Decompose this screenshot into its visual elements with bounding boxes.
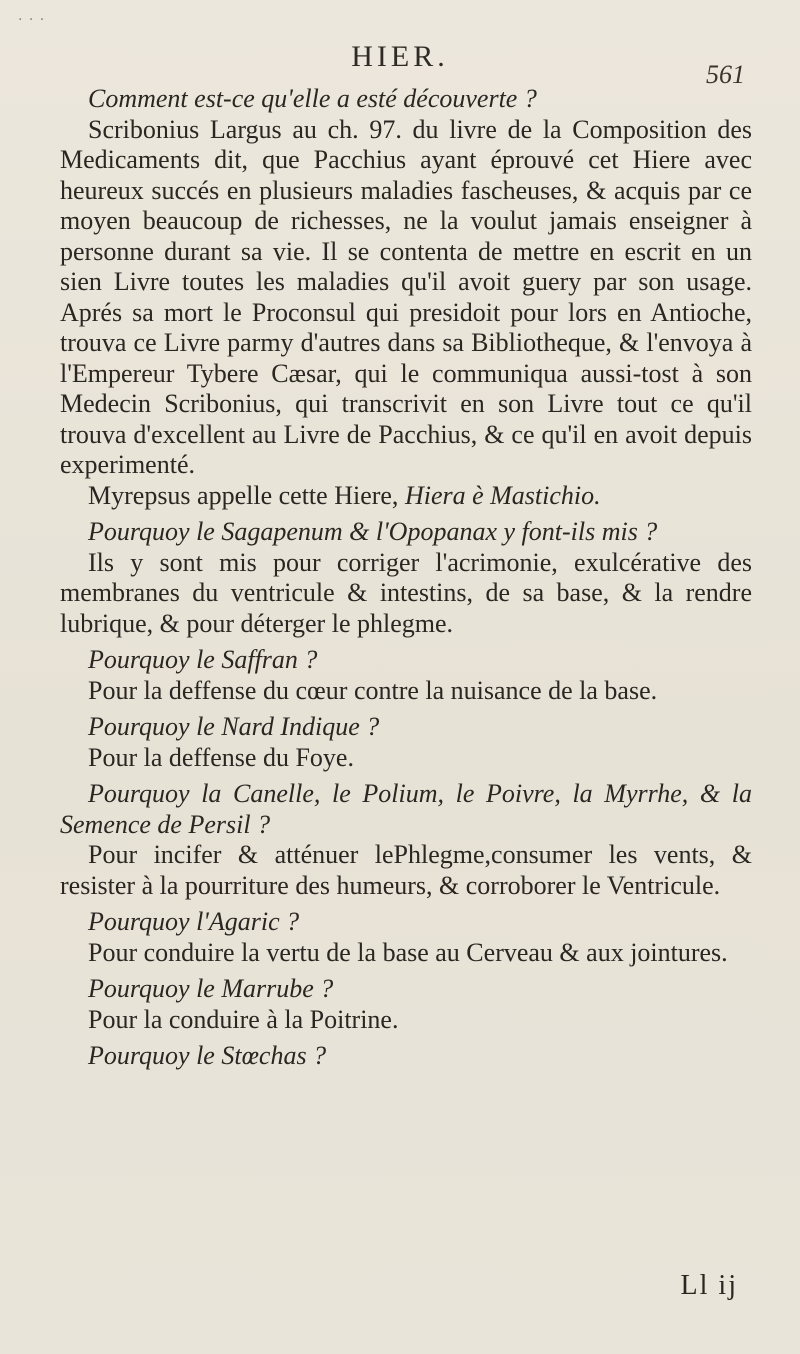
question-heading: Comment est-ce qu'elle a esté découverte ? [88,84,537,113]
paragraph: Pour conduire la vertu de la base au Cerveau & aux jointures. [88,937,728,967]
paragraph: Ils y sont mis pour corriger l'acrimonie, exulcérative des membranes du ventricule & intestins, de sa base, & la rendre lubrique, & pour déterger le phlegme. [60,547,752,638]
page-number: 561 [706,60,745,89]
question-heading: Pourquoy le Marrube ? [88,974,334,1003]
question-heading: Pourquoy le Saffran ? [88,645,318,674]
signature-mark: Ll ij [680,1270,738,1301]
paragraph: Pour la conduire à la Poitrine. [88,1004,399,1034]
question-heading: Pourquoy le Sagapenum & l'Opopanax y font-ils mis ? [88,517,658,546]
question-heading: Pourquoy le Stœchas ? [88,1041,327,1070]
running-head: HIER. [351,40,449,73]
paragraph: Pour incifer & atténuer lePhlegme,consumer les vents, & resister à la pourriture des humeurs, & corroborer le Ventricule. [60,840,752,900]
paragraph: Pour la deffense du cœur contre la nuisance de la base. [88,675,658,705]
question-heading: Pourquoy l'Agaric ? [88,907,300,936]
question-heading: Pourquoy le Nard Indique ? [88,712,380,741]
paragraph-text: Myrepsus appelle cette Hiere, [88,480,405,510]
corner-mark: · · · [18,12,46,28]
paragraph: Scribonius Largus au ch. 97. du livre de la Composition des Medicaments dit, que Pacchius ayant éprouvé cet Hiere avec heureux succés en plusieurs maladies fascheuses, & acquis par ce moyen beaucoup de richesses, ne la voulut jamais enseigner à personne durant sa vie. Il se contenta de mettre en escrit en un sien Livre toutes les maladies qu'il avoit guery par son usage. Aprés sa mort le Proconsul qui presidoit pour lors en Antioche, trouva ce Livre parmy d'autres dans sa Bibliotheque, & l'envoya à l'Empereur Tybere Cæsar, qui le communiqua aussi-tost à son Medecin Scribonius, qui transcrivit en son Livre tout ce qu'il trouva d'excellent au Livre de Pacchius, & ce qu'il en avoit depuis experimenté. [60,114,752,479]
question-heading: Pourquoy la Canelle, le Polium, le Poivre, la Myrrhe, & la Semence de Persil ? [60,779,752,839]
paragraph: Pour la deffense du Foye. [88,742,354,772]
page-body [60,84,752,1072]
paragraph [60,481,752,512]
italic-latin-name: Hiera è Mastichio. [404,480,601,510]
